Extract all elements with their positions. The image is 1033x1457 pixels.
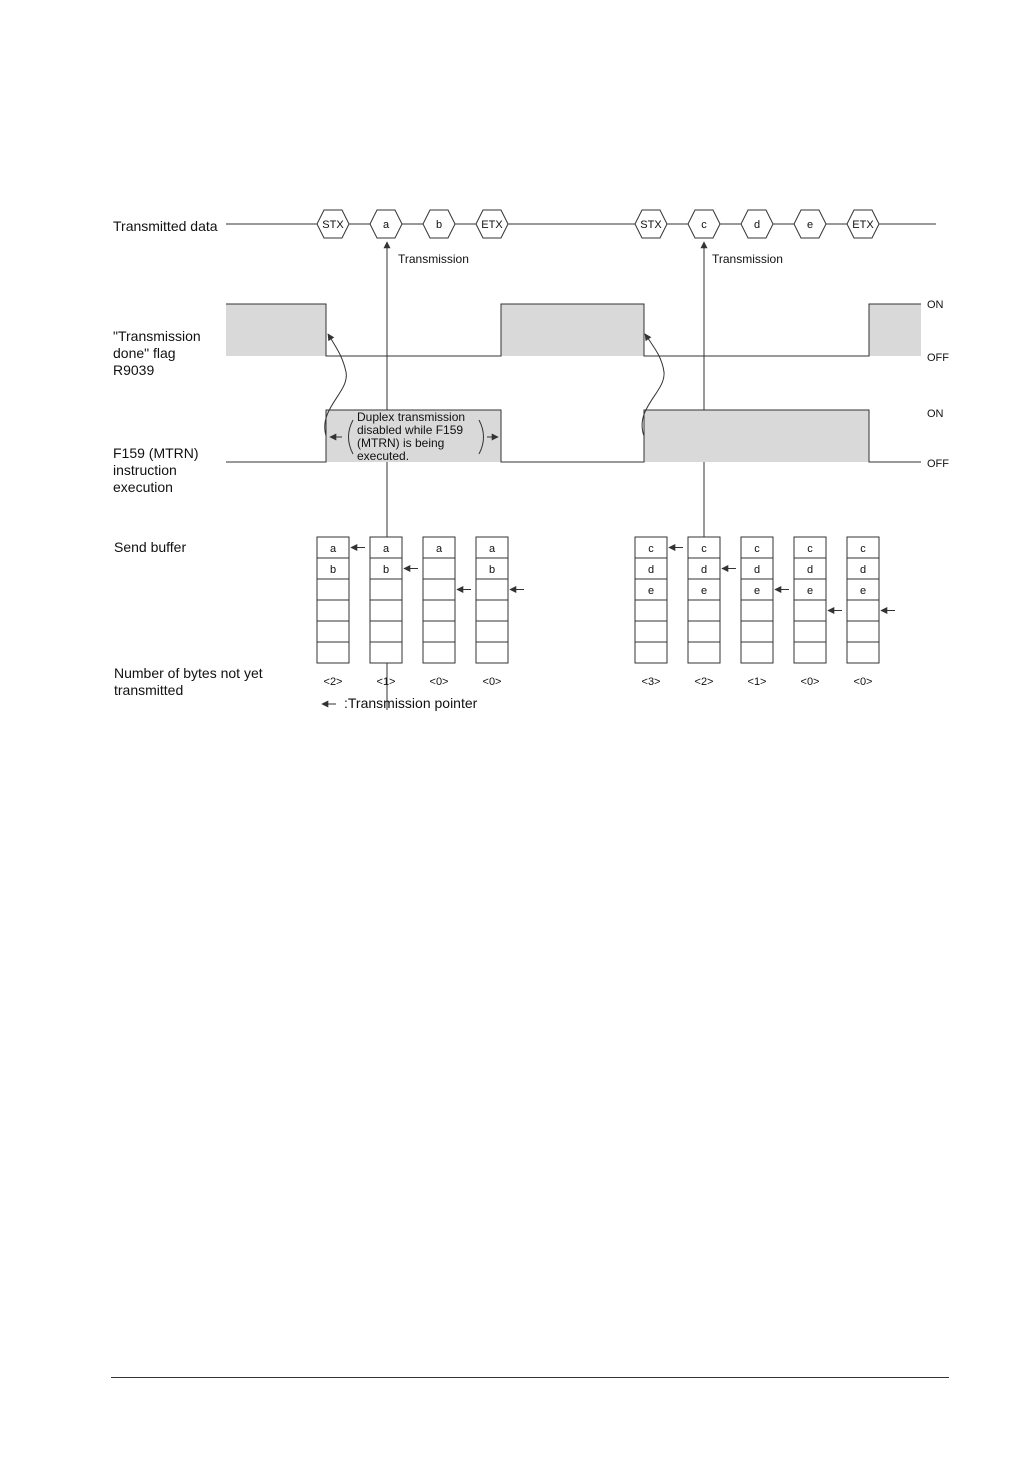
transmission-label-2: Transmission — [712, 252, 783, 266]
buffer-cell — [423, 642, 455, 663]
bytes-remaining-count: <0> — [482, 676, 502, 688]
buffer-cell — [688, 642, 720, 663]
frame-hexagon — [741, 210, 773, 238]
buffer-cell — [423, 600, 455, 621]
send-buffer — [688, 537, 736, 688]
buffer-cell-value: a — [435, 543, 443, 555]
label-flag-line-3: R9039 — [113, 362, 155, 378]
label-transmitted-data: Transmitted data — [113, 218, 218, 234]
buffer-cell-value: d — [859, 564, 867, 576]
buffer-cell — [476, 600, 508, 621]
buffer-cell — [317, 600, 349, 621]
buffer-cell — [741, 600, 773, 621]
buffer-cell-value: d — [700, 564, 708, 576]
buffer-cell-value: e — [700, 585, 708, 597]
frame-hexagon — [794, 210, 826, 238]
send-buffer — [476, 537, 524, 688]
label-flag-line-1: "Transmission — [113, 328, 201, 344]
buffer-cell-value: d — [647, 564, 655, 576]
buffer-cell-value: c — [860, 543, 866, 555]
buffer-cell — [370, 600, 402, 621]
buffer-cell — [741, 642, 773, 663]
buffer-cell-value: c — [754, 543, 760, 555]
buffer-cell — [423, 621, 455, 642]
buffer-cell — [741, 621, 773, 642]
buffer-cell — [317, 579, 349, 600]
buffer-cell — [847, 600, 879, 621]
label-send-buffer: Send buffer — [114, 539, 187, 555]
f159-on-label: ON — [927, 408, 944, 420]
duplex-note-line-2: disabled while F159 — [357, 423, 464, 437]
bytes-remaining-count: <2> — [694, 676, 714, 688]
frame-hexagon — [847, 210, 879, 238]
frame-hexagon-label: c — [701, 219, 707, 231]
frame-hexagon-label: ETX — [481, 219, 503, 231]
buffer-cell-value: c — [648, 543, 654, 555]
bytes-remaining-count: <1> — [747, 676, 767, 688]
r9039-waveform — [226, 304, 921, 356]
legend-pointer-label: :Transmission pointer — [344, 695, 478, 711]
bytes-remaining-count: <0> — [429, 676, 449, 688]
send-buffer — [317, 537, 365, 688]
frame-hexagon — [635, 210, 667, 238]
send-buffer — [423, 537, 471, 688]
send-buffer — [741, 537, 789, 688]
send-buffer — [635, 537, 683, 688]
buffer-cell-value: a — [488, 543, 496, 555]
send-buffer — [370, 537, 418, 688]
buffer-cell — [635, 621, 667, 642]
buffer-cell-value: b — [329, 564, 337, 576]
bytes-remaining-count: <0> — [853, 676, 873, 688]
send-buffer — [794, 537, 842, 688]
frame-hexagon — [476, 210, 508, 238]
buffer-cell — [370, 579, 402, 600]
label-f159-line-1: F159 (MTRN) — [113, 445, 199, 461]
frame-hexagon — [423, 210, 455, 238]
frame-hexagon-label: e — [806, 219, 814, 231]
r9039-on-pulse-2 — [501, 304, 644, 356]
send-buffers — [317, 537, 895, 688]
buffer-cell — [794, 621, 826, 642]
bytes-remaining-count: <3> — [641, 676, 661, 688]
send-buffer — [847, 537, 895, 688]
label-f159-line-3: execution — [113, 479, 173, 495]
buffer-cell — [423, 579, 455, 600]
duplex-note-line-4: executed. — [357, 449, 410, 463]
buffer-cell — [688, 621, 720, 642]
label-bytes-line-2: transmitted — [114, 682, 184, 698]
f159-off-label: OFF — [927, 458, 949, 470]
buffer-cell-value: a — [329, 543, 337, 555]
buffer-cell — [370, 642, 402, 663]
buffer-cell — [794, 642, 826, 663]
buffer-cell-value: d — [806, 564, 814, 576]
bytes-remaining-count: <0> — [800, 676, 820, 688]
buffer-cell — [476, 621, 508, 642]
f159-on-pulse-2 — [644, 410, 869, 462]
buffer-cell — [317, 621, 349, 642]
frame-hexagon-label: ETX — [852, 219, 874, 231]
frame-hexagon-label: STX — [322, 219, 344, 231]
r9039-on-pulse-1 — [226, 304, 326, 356]
buffer-cell-value: e — [647, 585, 655, 597]
label-bytes-line-1: Number of bytes not yet — [114, 665, 263, 681]
buffer-cell-value: d — [753, 564, 761, 576]
buffer-cell-value: e — [859, 585, 867, 597]
label-flag-line-2: done" flag — [113, 345, 176, 361]
buffer-cell-value: a — [382, 543, 390, 555]
bytes-remaining-count: <1> — [376, 676, 396, 688]
buffer-cell-value: c — [701, 543, 707, 555]
buffer-cell — [635, 600, 667, 621]
buffer-cell — [688, 600, 720, 621]
r9039-off-label: OFF — [927, 352, 949, 364]
buffer-cell — [423, 558, 455, 579]
label-f159-line-2: instruction — [113, 462, 177, 478]
buffer-cell — [635, 642, 667, 663]
frame-hexagon-label: d — [753, 219, 761, 231]
buffer-cell — [370, 621, 402, 642]
frame-hexagon — [370, 210, 402, 238]
frame-hexagon-label: a — [382, 219, 390, 231]
buffer-cell-value: c — [807, 543, 813, 555]
buffer-cell-value: e — [806, 585, 814, 597]
buffer-cell-value: e — [753, 585, 761, 597]
frame-hexagon — [317, 210, 349, 238]
footer-rule — [111, 1377, 949, 1378]
duplex-note-line-3: (MTRN) is being — [357, 436, 445, 450]
r9039-on-label: ON — [927, 299, 944, 311]
buffer-cell — [847, 621, 879, 642]
buffer-cell — [476, 579, 508, 600]
buffer-cell — [476, 642, 508, 663]
duplex-note-line-1: Duplex transmission — [357, 410, 466, 424]
buffer-cell-value: b — [382, 564, 390, 576]
transmission-label-1: Transmission — [398, 252, 469, 266]
buffer-cell-value: b — [488, 564, 496, 576]
frame-hexagon — [688, 210, 720, 238]
buffer-cell — [794, 600, 826, 621]
buffer-cell — [317, 642, 349, 663]
frame-hexagon-label: STX — [640, 219, 662, 231]
buffer-cell — [847, 642, 879, 663]
frame-hexagon-label: b — [435, 219, 443, 231]
r9039-on-pulse-3 — [869, 304, 921, 356]
bytes-remaining-count: <2> — [323, 676, 343, 688]
f159-waveform — [226, 410, 921, 462]
